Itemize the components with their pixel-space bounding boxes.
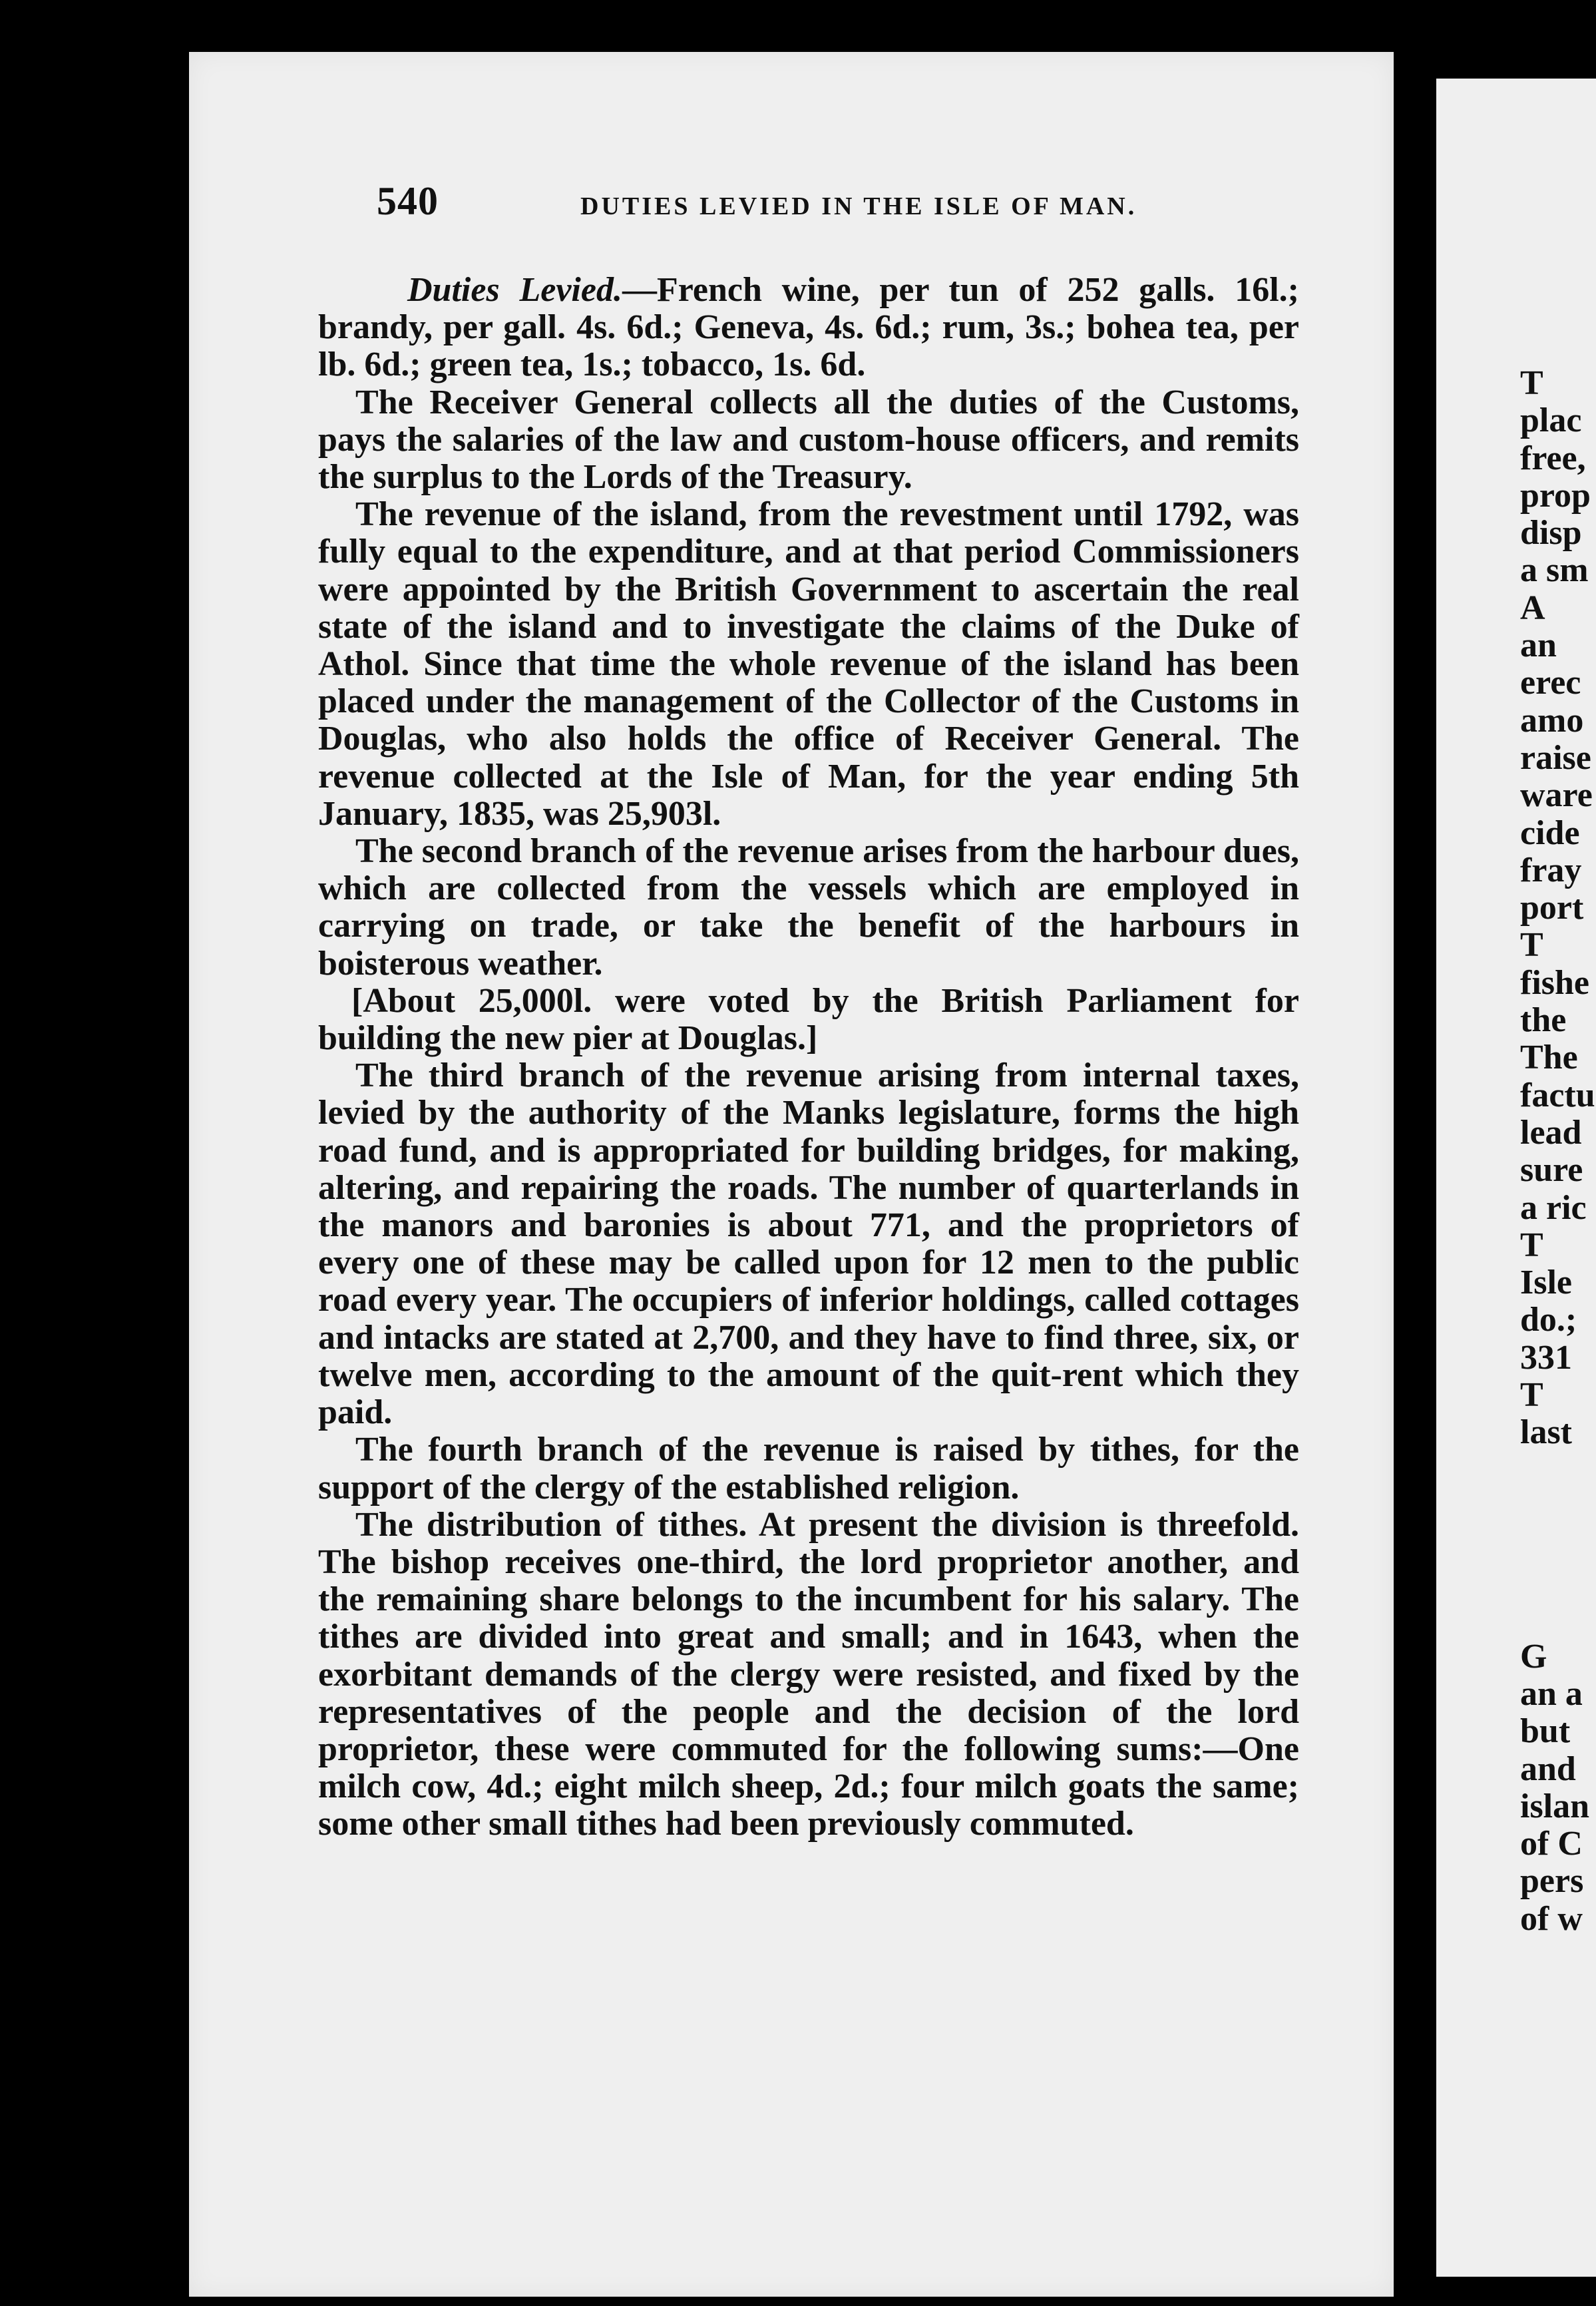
right-page-line-fragment: fray xyxy=(1520,851,1582,889)
right-fragment-group-2 xyxy=(1520,1638,1593,1938)
right-page-line-fragment: cide xyxy=(1520,813,1580,852)
right-fragment-gap xyxy=(1520,1452,1593,1638)
right-page-line-fragment: T xyxy=(1520,1226,1543,1264)
right-page-line-fragment: factu xyxy=(1520,1076,1595,1114)
right-page-line-fragment: last xyxy=(1520,1413,1572,1452)
right-page-line-fragment: prop xyxy=(1520,476,1591,515)
right-page-line-fragment: free, xyxy=(1520,439,1586,477)
right-page-line-fragment: port xyxy=(1520,889,1584,927)
paragraph-second-branch: The second branch of the revenue arises from the harbour dues, which are collected from the vessels which are employed in carrying on trade, or take the benefit of the harbours in boisterous weather. xyxy=(318,832,1299,983)
right-page-line-fragment: T xyxy=(1520,1376,1543,1415)
page-number: 540 xyxy=(377,179,439,223)
right-page-line-fragment: a sm xyxy=(1520,551,1589,590)
right-page-line-fragment: plac xyxy=(1520,401,1582,440)
right-page xyxy=(1436,79,1596,2277)
right-page-line-fragment: raise xyxy=(1520,738,1591,777)
right-page-fragments xyxy=(1520,365,1593,1938)
paragraph-duties-levied xyxy=(318,272,1299,384)
right-page-line-fragment: of C xyxy=(1520,1825,1583,1863)
right-page-line-fragment: erec xyxy=(1520,664,1581,702)
page-header xyxy=(377,178,1308,238)
right-page-line-fragment: do.; xyxy=(1520,1301,1577,1339)
right-page-line-fragment: A xyxy=(1520,588,1545,627)
paragraph-revenue-of-island: The revenue of the island, from the revestment until 1792, was fully equal to the expenditure, and at that period Commissioners were appointed by the British Government to ascertain the real state of the island and to investigate the claims of the Duke of Athol. Since that time the whole revenue of the island has been placed under the management of the Collector of the Customs in Douglas, who also holds the office of Receiver General. The revenue collected at the Isle of Man, for the year ending 5th January, 1835, was 25,903l. xyxy=(318,495,1299,833)
right-page-line-fragment: 331 xyxy=(1520,1338,1572,1377)
right-page-line-fragment: an a xyxy=(1520,1674,1583,1713)
right-page-line-fragment: but xyxy=(1520,1712,1571,1751)
right-page-line-fragment: Isle xyxy=(1520,1264,1572,1302)
right-page-line-fragment: fishe xyxy=(1520,963,1589,1002)
right-page-line-fragment: a ric xyxy=(1520,1188,1587,1227)
paragraph-receiver-general: The Receiver General collects all the duties of the Customs, pays the salaries of the law and custom-house officers, and remits the surplus to the Lords of the Treasury. xyxy=(318,383,1299,497)
right-page-line-fragment: amo xyxy=(1520,701,1584,740)
right-page-line-fragment: sure xyxy=(1520,1151,1583,1190)
right-page-line-fragment: G xyxy=(1520,1637,1547,1676)
right-fragment-group-1 xyxy=(1520,365,1593,1452)
right-page-line-fragment: disp xyxy=(1520,514,1582,553)
right-page-line-fragment: islan xyxy=(1520,1787,1590,1825)
right-page-line-fragment: an xyxy=(1520,626,1557,665)
right-page-line-fragment: T xyxy=(1520,364,1543,402)
running-title: DUTIES LEVIED IN THE ISLE OF MAN. xyxy=(580,192,1137,220)
paragraph-third-branch: The third branch of the revenue arising from internal taxes, levied by the authority of the Manks legislature, forms the high road fund, and is appropriated for building bridges, for making, altering, and repairing the roads. The number of quarterlands in the manors and baronies is about 771, and the proprietors of every one of these may be called upon for 12 men to the public road every year. The occupiers of inferior holdings, called cottages and intacks are stated at 2,700, and they have to find three, six, or twelve men, according to the amount of the quit-rent which they paid. xyxy=(318,1056,1299,1432)
right-page-line-fragment: the xyxy=(1520,1001,1567,1040)
paragraph-lead: Duties Levied. xyxy=(407,271,622,309)
body-text xyxy=(318,272,1299,1843)
right-page-line-fragment: ware xyxy=(1520,776,1593,815)
paragraph-text: —French wine, per tun of 252 galls. 16l.; brandy, per gall. 4s. 6d.; Geneva, 4s. 6d.; rum, 3s.; bohea tea, per lb. 6d.; green tea, 1s.; tobacco, 1s. 6d. xyxy=(318,271,1299,384)
paragraph-pier-note: [About 25,000l. were voted by the British Parliament for building the new pier at Douglas.] xyxy=(318,981,1299,1058)
page-gutter xyxy=(1394,0,1436,2306)
right-page-line-fragment: T xyxy=(1520,926,1543,965)
paragraph-fourth-branch: The fourth branch of the revenue is raised by tithes, for the support of the clergy of the established religion. xyxy=(318,1431,1299,1506)
right-page-line-fragment: The xyxy=(1520,1038,1578,1077)
right-page-line-fragment: pers xyxy=(1520,1862,1584,1901)
right-page-line-fragment: and xyxy=(1520,1749,1576,1788)
right-page-line-fragment: lead xyxy=(1520,1113,1582,1152)
paragraph-distribution-of-tithes: The distribution of tithes. At present the division is threefold. The bishop receives one-third, the lord proprietor another, and the remaining share belongs to the incumbent for his salary. The tithes are divided into great and small; and in 1643, when the exorbitant demands of the clergy were resisted, and fixed by the representatives of the people and the decision of the lord proprietor, these were commuted for the following sums:—One milch cow, 4d.; eight milch sheep, 2d.; four milch goats the same; some other small tithes had been previously commuted. xyxy=(318,1505,1299,1843)
right-page-line-fragment: of w xyxy=(1520,1899,1583,1938)
